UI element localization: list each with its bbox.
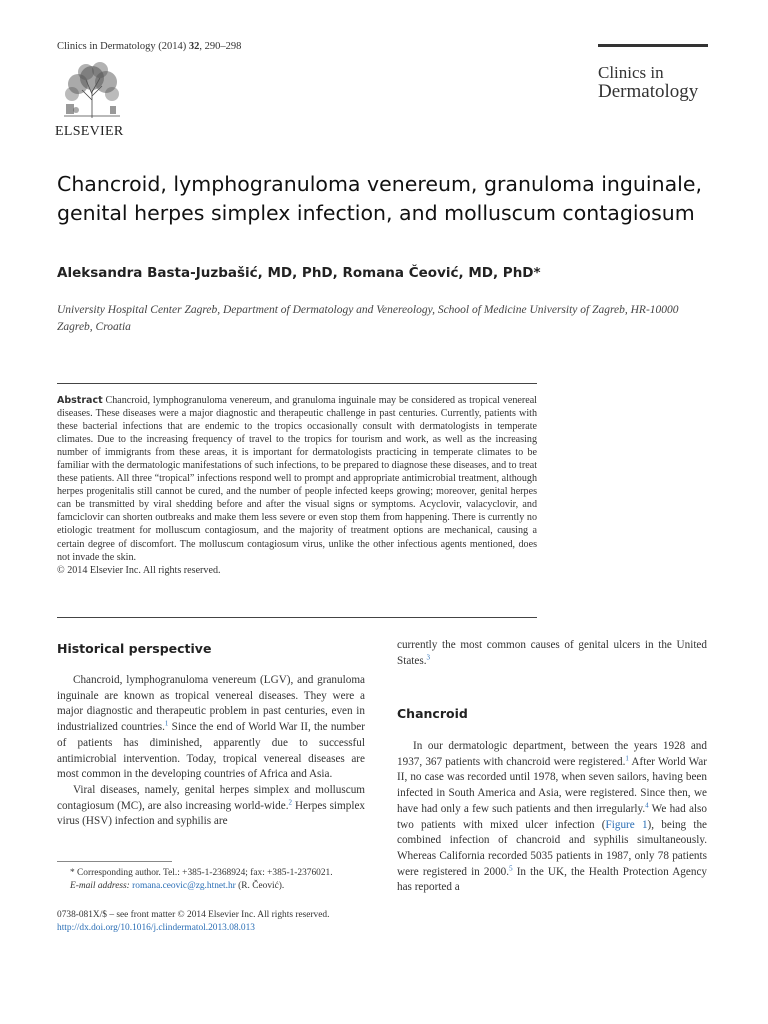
journal-name-line1: Clinics in	[598, 63, 664, 82]
footnote-rule	[57, 861, 172, 862]
citation-pages: , 290–298	[199, 41, 242, 52]
figure-link[interactable]: Figure 1	[605, 818, 648, 831]
reference-link[interactable]: 4	[645, 801, 649, 810]
elsevier-tree-logo-icon	[56, 60, 128, 120]
left-column-body	[57, 673, 365, 830]
email-link[interactable]: romana.ceovic@zg.htnet.hr	[132, 881, 236, 891]
publisher-name: ELSEVIER	[55, 124, 124, 139]
abstract-label: Abstract	[57, 395, 103, 406]
paragraph: currently the most common causes of genital ulcers in the United States.$^3$	[397, 639, 707, 667]
citation-journal: Clinics in Dermatology (2014)	[57, 41, 189, 52]
abstract-top-rule	[57, 383, 537, 384]
section-heading-chancroid: Chancroid	[397, 706, 468, 721]
article-authors: Aleksandra Basta-Juzbašić, MD, PhD, Romana Čeović, MD, PhD*	[57, 265, 541, 281]
journal-name	[598, 63, 728, 101]
author-affiliation: University Hospital Center Zagreb, Department of Dermatology and Venereology, School of Medicine University of Zagreb, HR-10000 Zagreb, Croatia	[57, 304, 679, 333]
abstract-copyright: © 2014 Elsevier Inc. All rights reserved.	[57, 564, 221, 576]
footnote-issn	[57, 909, 372, 935]
journal-citation	[57, 41, 241, 52]
section-heading-historical: Historical perspective	[57, 641, 212, 656]
journal-rule	[598, 44, 708, 47]
doi-link[interactable]: http://dx.doi.org/10.1016/j.clindermatol.2013.08.013	[57, 923, 255, 933]
right-column-top	[397, 638, 707, 669]
reference-link[interactable]: 3	[426, 652, 431, 661]
paragraph: Chancroid, lymphogranuloma venereum (LGV), and granuloma inguinale are known as tropical venereal diseases. They were a major diagnostic and therapeutic problem in past centuries, even in industrialized countries.$^1$ Since the end of World War II, the number of patients has diminished, apparently due to successful antimicrobial intervention. Today, tropical venereal diseases are most common in the developing countries of Africa and Asia.	[57, 674, 365, 781]
right-column-body	[397, 739, 707, 896]
abstract-bottom-rule	[57, 617, 537, 618]
paragraph: In our dermatologic department, between the years 1928 and 1937, 367 patients with chancroid were registered.$^1$ After World War II, no case was recorded until 1978, when seven sailors, having been infected in South America and Asia, were registered. Since then, we have had only a few such patients and then irregularly.$^4$ We had also two patients with mixed ulcer infection (Figure 1), being the combined infection of chancroid and syphilis simultaneously. Whereas California recorded 5035 patients in 1987, only 78 patients were registered in 2000.$^5$ In the UK, the Health Protection Agency has reported a	[397, 740, 708, 894]
reference-link[interactable]: 1	[625, 753, 629, 762]
reference-link[interactable]: 5	[509, 863, 513, 872]
reference-link[interactable]: 2	[288, 797, 293, 806]
citation-volume: 32	[188, 41, 200, 52]
journal-name-line2: Dermatology	[598, 81, 699, 102]
issn-line: 0738-081X/$ – see front matter © 2014 Elsevier Inc. All rights reserved.	[57, 910, 330, 920]
paragraph: Viral diseases, namely, genital herpes simplex and molluscum contagiosum (MC), are also increasing world-wide.$^2$ Herpes simplex virus (HSV) infection and syphilis are	[57, 783, 366, 828]
abstract	[57, 394, 537, 577]
abstract-text: Chancroid, lymphogranuloma venereum, and granuloma inguinale may be considered as tropical venereal diseases. These diseases were a major diagnostic and therapeutic challenge in past centuries. Currently, patients with these bacterial infections that are endemic to the tropics occasionally consult with dermatologists in temperate climates. Due to the increasing frequency of travel to the tropics for tourism and work, as well as the increasing number of immigrants from these areas, it is important for dermatologists practicing in temperate climates to be familiar with the dermatologic manifestations of such infections, to be prepared to diagnose these diseases, and to treat these patients. All three “tropical” infections respond well to prompt and appropriate antimicrobial treatment, although herpes progenitalis still cannot be cured, and the number of people infected keeps growing; moreover, genital herpes can be transmitted by viral shedding before and after the visual signs or symptoms. Acyclovir, valacyclovir, and famciclovir can shorten outbreaks and make them less severe or even stop them from happening. There is currently no etiologic treatment for molluscum contagiosum, and the majority of treatment options are mechanical, causing a certain degree of discomfort. The molluscum contagiosum virus, unlike the other infectious agents mentioned, does not invade the skin.	[57, 395, 537, 563]
corresponding-author: * Corresponding author. Tel.: +385-1-2368924; fax: +385-1-2376021.	[70, 868, 333, 878]
footnote-corresponding	[57, 867, 372, 893]
reference-link[interactable]: 1	[164, 719, 169, 728]
article-title: Chancroid, lymphogranuloma venereum, granuloma inguinale, genital herpes simplex infection, and molluscum contagiosum	[57, 172, 702, 225]
email-line: E-mail address: romana.ceovic@zg.htnet.hr (R. Čeović).	[70, 881, 285, 891]
